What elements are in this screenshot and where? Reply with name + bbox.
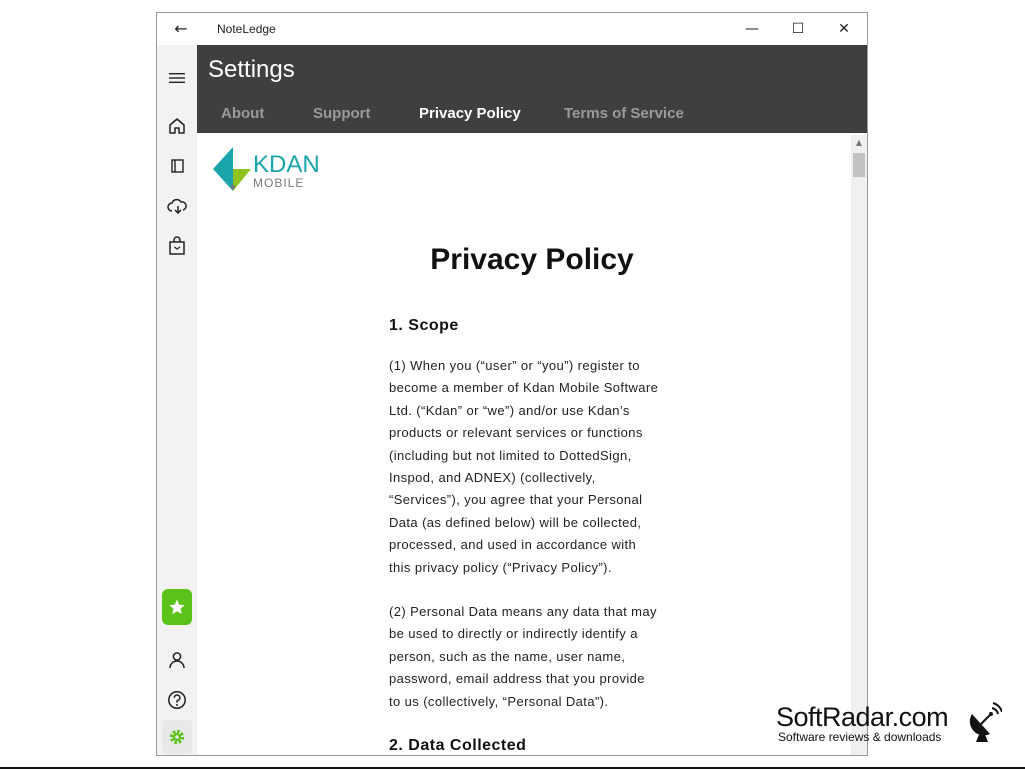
settings-header <box>197 45 867 133</box>
logo-brand-text: KDAN <box>253 151 320 178</box>
gear-icon[interactable] <box>162 720 192 754</box>
menu-icon[interactable] <box>161 62 193 94</box>
tab-terms-of-service[interactable]: Terms of Service <box>564 105 684 122</box>
sidebar <box>157 45 197 756</box>
section-heading: 1. Scope <box>389 317 459 334</box>
logo-sub-text: MOBILE <box>253 176 305 190</box>
document-body <box>389 317 689 755</box>
title-bar <box>157 13 867 45</box>
paragraph-scope-2: (2) Personal Data means any data that may be used to directly or indirectly identify a person, such as the name, user name, password, email address that you provide to us (collectively, “Personal Data”). <box>389 604 657 709</box>
page-title: Settings <box>208 56 295 83</box>
tab-support[interactable]: Support <box>313 105 371 122</box>
close-button[interactable]: ✕ <box>838 21 850 37</box>
app-window <box>156 12 868 756</box>
scroll-thumb[interactable] <box>853 153 865 177</box>
home-icon[interactable] <box>161 110 193 142</box>
tab-about[interactable]: About <box>221 105 265 122</box>
kdan-logo-mark <box>213 147 251 191</box>
satellite-dish-icon <box>968 702 1002 742</box>
notebook-icon[interactable] <box>161 150 193 182</box>
paragraph-scope-1: (1) When you (“user” or “you”) register to become a member of Kdan Mobile Software Ltd. (“Kdan” or “we”) and/or use Kdan’s products or relevant services or functions (including but not limited to DottedSign, Inspod, and ADNEX) (collectively, “Services”), you agree that your Personal Data (as defined below) will be collected, processed, and used in accordance with this privacy policy (“Privacy Policy”). <box>389 358 659 575</box>
minimize-button[interactable]: — <box>745 21 759 37</box>
maximize-button[interactable]: ☐ <box>791 21 805 37</box>
tab-privacy-policy[interactable]: Privacy Policy <box>419 105 521 122</box>
shopping-bag-icon[interactable] <box>161 230 193 262</box>
watermark-brand: SoftRadar.com <box>776 702 949 732</box>
person-icon[interactable] <box>161 644 193 676</box>
kdan-logo <box>213 147 320 191</box>
watermark-tagline: Software reviews & downloads <box>778 730 942 744</box>
softradar-watermark <box>776 702 1016 752</box>
cloud-sync-icon[interactable] <box>161 190 193 222</box>
policy-content <box>197 133 867 756</box>
document-title: Privacy Policy <box>430 243 634 276</box>
section-heading: 2. Data Collected <box>389 737 527 755</box>
star-icon[interactable] <box>162 589 192 625</box>
scroll-up-arrow-icon[interactable]: ▲ <box>855 138 863 147</box>
vertical-scrollbar[interactable] <box>851 135 867 756</box>
app-title: NoteLedge <box>217 22 276 36</box>
help-icon[interactable] <box>161 684 193 716</box>
back-button[interactable]: ← <box>174 19 188 38</box>
